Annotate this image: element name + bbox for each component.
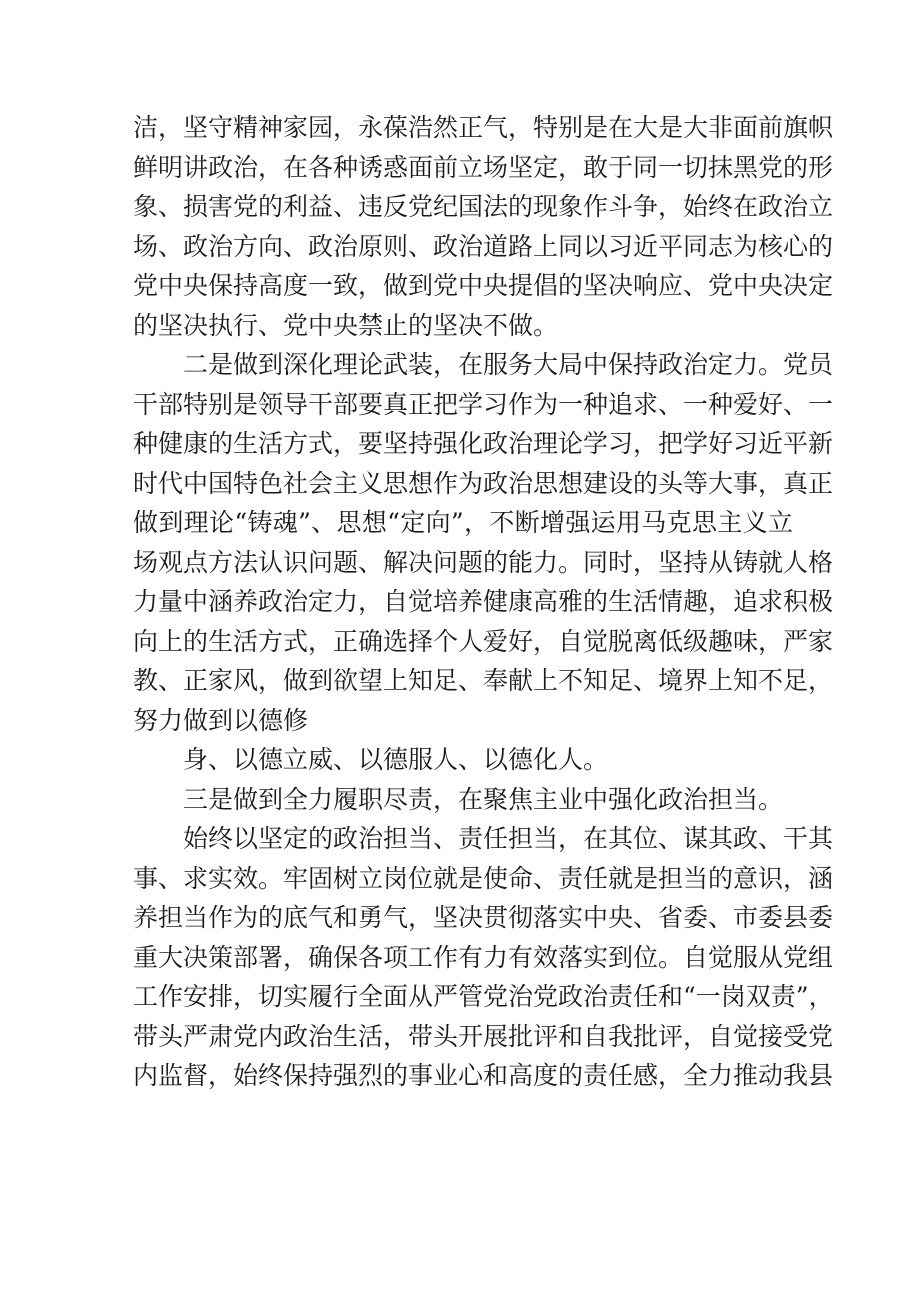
document-body: [133, 108, 834, 1096]
text-line: 工作安排，切实履行全面从严管党治党政治责任和“一岗双责”，: [133, 982, 834, 1011]
text-line: 场、政治方向、政治原则、政治道路上同以习近平同志为核心的: [133, 231, 834, 261]
text-line: 养担当作为的底气和勇气，坚决贯彻落实中央、省委、市委县委: [133, 903, 834, 932]
text-line: 场观点方法认识问题、解决问题的能力。同时，坚持从铸就人格: [133, 547, 834, 577]
text-line: 内监督，始终保持强烈的事业心和高度的责任感，全力推动我县: [133, 1061, 834, 1090]
text-line: 努力做到以德修: [133, 705, 309, 735]
text-line: 重大决策部署，确保各项工作有力有效落实到位。自觉服从党组: [133, 942, 834, 972]
text-line: 的坚决执行、党中央禁止的坚决不做。: [133, 310, 559, 340]
text-line: 做到理论“铸魂”、思想“定向”，不断增强运用马克思主义立: [133, 508, 793, 537]
text-line: 教、正家风，做到欲望上知足、奉献上不知足、境界上知不足，: [133, 666, 834, 695]
text-line: 带头严肃党内政治生活，带头开展批评和自我批评，自觉接受党: [133, 1021, 834, 1051]
text-line: 洁，坚守精神家园，永葆浩然正气，特别是在大是大非面前旗帜: [133, 113, 834, 142]
text-line: 事、求实效。牢固树立岗位就是使命、责任就是担当的意识，涵: [133, 863, 834, 893]
text-line: 干部特别是领导干部要真正把学习作为一种追求、一种爱好、一: [133, 389, 834, 419]
text-line: 种健康的生活方式，要坚持强化政治理论学习，把学好习近平新: [133, 429, 834, 458]
paragraph-start: 身、以德立威、以德服人、以德化人。: [183, 745, 609, 774]
text-line: 时代中国特色社会主义思想作为政治思想建设的头等大事，真正: [133, 468, 834, 498]
text-line: 象、损害党的利益、违反党纪国法的现象作斗争，始终在政治立: [133, 192, 834, 221]
paragraph-start: 始终以坚定的政治担当、责任担当，在其位、谋其政、干其: [183, 824, 834, 853]
text-line: 鲜明讲政治，在各种诱惑面前立场坚定，敢于同一切抹黑党的形: [133, 152, 834, 182]
text-line: 力量中涵养政治定力，自觉培养健康高雅的生活情趣，追求积极: [133, 587, 834, 616]
text-line: 党中央保持高度一致，做到党中央提倡的坚决响应、党中央决定: [133, 271, 834, 300]
paragraph-start: 二是做到深化理论武装，在服务大局中保持政治定力。党员: [183, 350, 834, 379]
paragraph-heading: 三是做到全力履职尽责，在聚焦主业中强化政治担当。: [183, 784, 784, 814]
text-line: 向上的生活方式，正确选择个人爱好，自觉脱离低级趣味，严家: [133, 626, 834, 656]
